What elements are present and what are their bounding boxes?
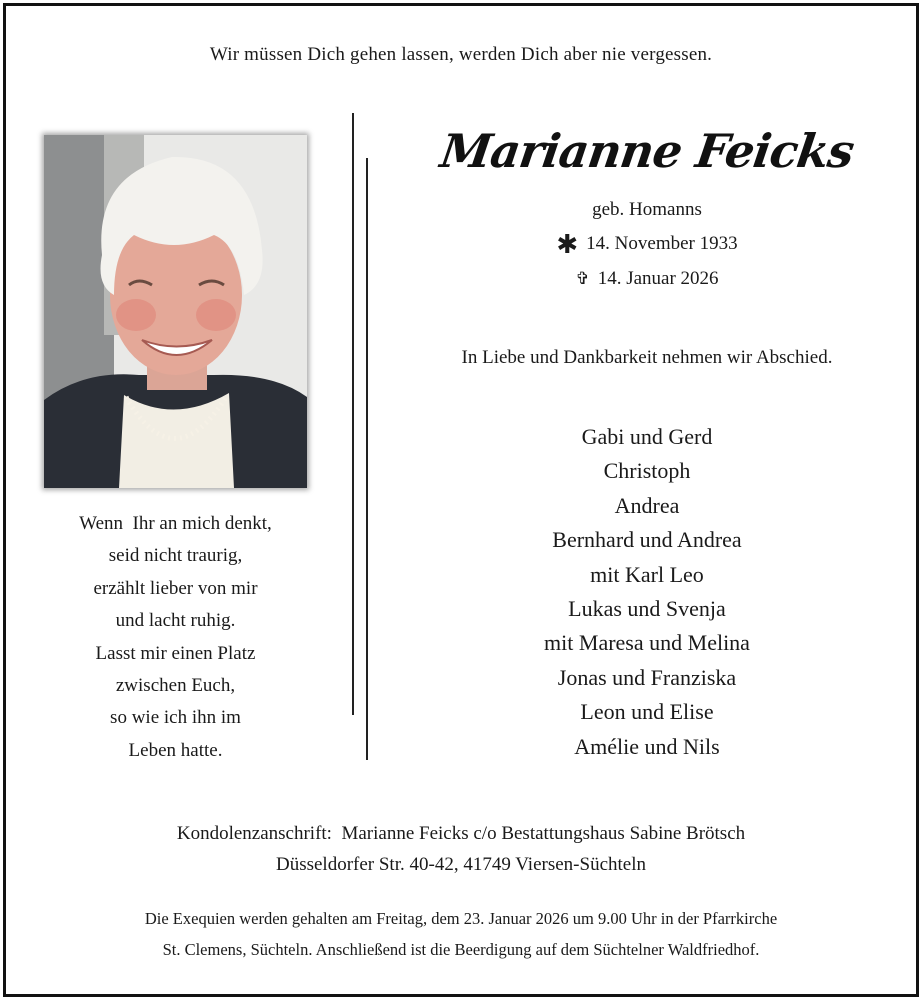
- condolence-line: Kondolenzanschrift: Marianne Feicks c/o Bestattungshaus Sabine Brötsch: [176, 823, 746, 844]
- death-date-line: [420, 268, 874, 290]
- divider-line-right: [366, 158, 368, 760]
- family-member: Bernhard und Andrea: [552, 527, 742, 553]
- family-member: Jonas und Franziska: [557, 664, 737, 690]
- motto: Wir müssen Dich gehen lassen, werden Dich aber nie vergessen.: [209, 44, 713, 65]
- birth-date-line: [420, 230, 874, 260]
- family-list: [420, 420, 874, 764]
- poem-line: und lacht ruhig.: [115, 610, 236, 632]
- death-date: 14. Januar 2026: [597, 268, 719, 289]
- condolence-line: Düsseldorfer Str. 40-42, 41749 Viersen-Süchteln: [275, 854, 646, 875]
- birth-date: 14. November 1933: [586, 233, 738, 254]
- poem-line: Lasst mir einen Platz: [95, 642, 256, 664]
- poem-line: so wie ich ihn im: [110, 707, 241, 729]
- family-member: Gabi und Gerd: [581, 424, 713, 449]
- family-member: Leon und Elise: [580, 699, 714, 725]
- divider-line-left: [352, 113, 354, 715]
- condolence-address: [0, 818, 922, 880]
- service-line: Die Exequien werden gehalten am Freitag, dem 23. Januar 2026 um 9.00 Uhr in der Pfarrkirche: [144, 909, 778, 928]
- portrait-photo-icon: [44, 135, 307, 488]
- service-line: St. Clemens, Süchteln. Anschließend ist die Beerdigung auf dem Süchtelner Waldfriedhof.: [162, 940, 760, 959]
- birth-name: geb. Homanns: [592, 199, 702, 220]
- family-member: Andrea: [614, 492, 680, 518]
- portrait-photo: [44, 135, 307, 488]
- family-member: Amélie und Nils: [574, 733, 720, 759]
- memorial-poem: [44, 508, 307, 767]
- poem-line: Wenn Ihr an mich denkt,: [79, 513, 272, 534]
- farewell-text: In Liebe und Dankbarkeit nehmen wir Abschied.: [461, 347, 833, 368]
- poem-line: seid nicht traurig,: [108, 545, 243, 567]
- poem-line: Leben hatte.: [128, 739, 223, 761]
- poem-line: zwischen Euch,: [115, 675, 236, 697]
- birth-star-icon: ✱: [556, 230, 579, 259]
- deceased-name: Marianne Feicks: [437, 124, 857, 178]
- family-member: mit Karl Leo: [590, 561, 704, 587]
- family-member: mit Maresa und Melina: [544, 630, 750, 656]
- poem-line: erzählt lieber von mir: [93, 577, 258, 599]
- family-member: Christoph: [603, 458, 691, 484]
- family-member: Lukas und Svenja: [568, 596, 726, 622]
- funeral-service-info: [0, 903, 922, 965]
- death-cross-icon: ✞: [575, 269, 590, 288]
